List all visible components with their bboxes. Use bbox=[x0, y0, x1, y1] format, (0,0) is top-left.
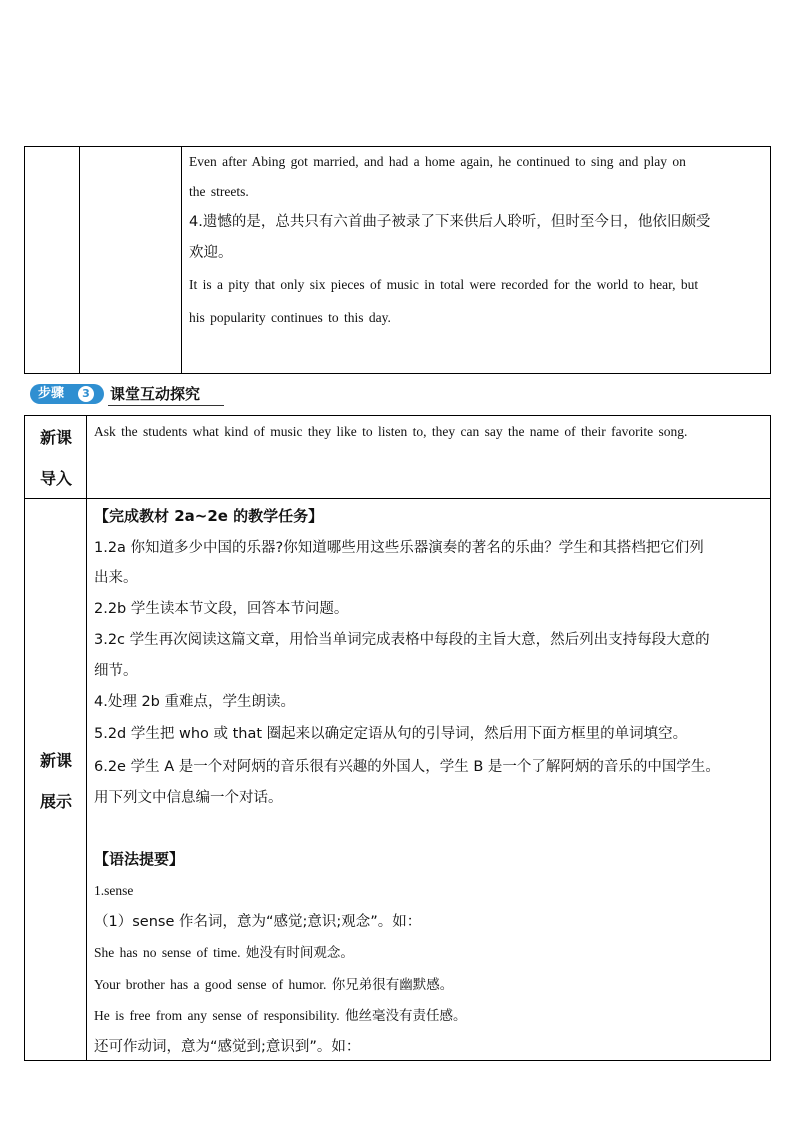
step-title: 课堂互动探究 bbox=[110, 385, 201, 403]
intro-label-line-1: 新课 bbox=[39, 428, 72, 447]
grammar-line-6: 还可作动词，意为“感觉到;意识到”。如： bbox=[94, 1039, 361, 1055]
task-heading: 【完成教材 2a~2e 的教学任务】 bbox=[94, 507, 324, 525]
grammar-line-4: Your brother has a good sense of humor. 你兄弟很有幽默感。 bbox=[94, 977, 454, 992]
grammar-line-3: She has no sense of time. 她没有时间观念。 bbox=[94, 945, 354, 960]
intro-text: Ask the students what kind of music they like to listen to, they can say the name of their favorite song. bbox=[94, 424, 688, 439]
grammar-line-2: （1）sense 作名词，意为“感觉;意识;观念”。如： bbox=[94, 914, 422, 930]
top-text-line-3: 4.遗憾的是，总共只有六首曲子被录了下来供后人聆听，但时至今日，他依旧颇受 bbox=[189, 214, 711, 230]
step-number: 3 bbox=[78, 386, 94, 402]
intro-label-line-2: 导入 bbox=[39, 469, 72, 488]
top-text-line-4: 欢迎。 bbox=[189, 245, 233, 261]
task-item-1b: 出来。 bbox=[94, 570, 138, 586]
top-text-line-2: the streets. bbox=[189, 184, 249, 199]
step-title-underline bbox=[108, 405, 224, 406]
task-item-5: 5.2d 学生把 who 或 that 圈起来以确定定语从句的引导词，然后用下面方框里的单词填空。 bbox=[94, 726, 688, 742]
top-text-line-5: It is a pity that only six pieces of music in total were recorded for the world to hear, but bbox=[189, 277, 699, 292]
task-item-1a: 1.2a 你知道多少中国的乐器?你知道哪些用这些乐器演奏的著名的乐曲？学生和其搭档把它们列 bbox=[94, 540, 704, 556]
grammar-line-5: He is free from any sense of responsibility. 他丝毫没有责任感。 bbox=[94, 1008, 467, 1023]
step-label: 步骤 bbox=[38, 386, 65, 401]
top-text-line-1: Even after Abing got married, and had a home again, he continued to sing and play on bbox=[189, 154, 686, 169]
grammar-heading: 【语法提要】 bbox=[94, 850, 185, 868]
task-item-3b: 细节。 bbox=[94, 663, 138, 679]
task-item-3a: 3.2c 学生再次阅读这篇文章，用恰当单词完成表格中每段的主旨大意，然后列出支持每段大意的 bbox=[94, 632, 710, 648]
task-item-4: 4.处理 2b 重难点，学生朗读。 bbox=[94, 694, 295, 710]
task-item-6a: 6.2e 学生 A 是一个对阿炳的音乐很有兴趣的外国人，学生 B 是一个了解阿炳的音乐的中国学生。 bbox=[94, 759, 720, 775]
task-item-6b: 用下列文中信息编一个对话。 bbox=[94, 790, 283, 806]
task-item-2: 2.2b 学生读本节文段，回答本节问题。 bbox=[94, 601, 349, 617]
grammar-line-1: 1.sense bbox=[94, 883, 134, 898]
main-label-line-1: 新课 bbox=[39, 751, 72, 770]
top-text-line-6: his popularity continues to this day. bbox=[189, 310, 391, 325]
main-label-line-2: 展示 bbox=[39, 792, 72, 811]
